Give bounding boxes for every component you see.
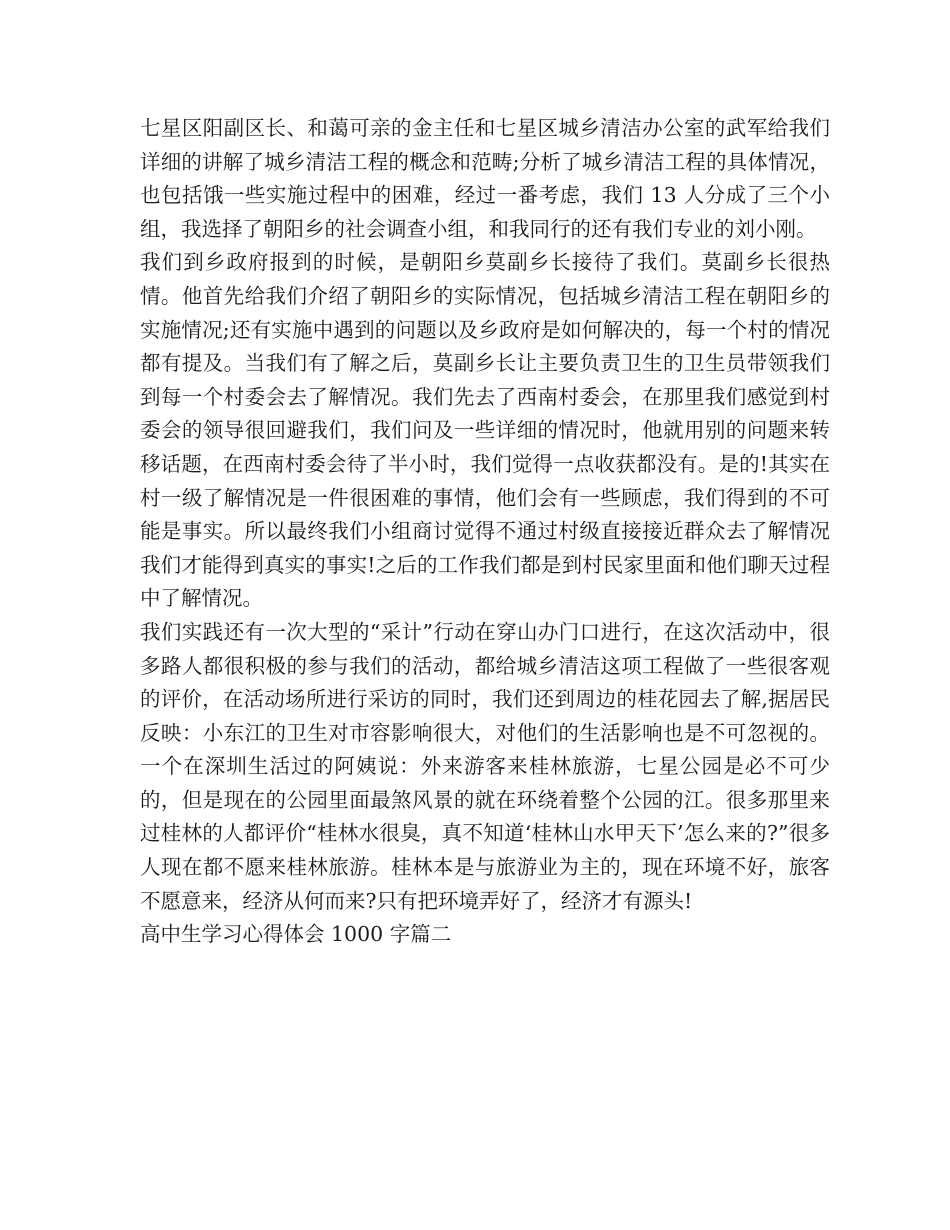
paragraph-3: 我们实践还有一次大型的“采计”行动在穿山办门口进行，在这次活动中，很多路人都很积极的参与我们的活动，都给城乡清洁这项工程做了一些很客观的评价，在活动场所进行采访的同时，我们还到周边的桂花园去了解,据居民反映：小东江的卫生对市容影响很大，对他们的生活影响也是不可忽视的。一个在深圳生活过的阿姨说：外来游客来桂林旅游，七星公园是必不可少的，但是现在的公园里面最煞风景的就在环绕着整个公园的江。很多那里来过桂林的人都评价“桂林水很臭，真不知道‘桂林山水甲天下’怎么来的?”很多人现在都不愿来桂林旅游。桂林本是与旅游业为主的，现在环境不好，旅客不愿意来，经济从何而来?只有把环境弄好了，经济才有源头! xyxy=(140,619,830,913)
section-heading: 高中生学习心得体会 1000 字篇二 xyxy=(140,922,452,947)
paragraph-2: 我们到乡政府报到的时候，是朝阳乡莫副乡长接待了我们。莫副乡长很热情。他首先给我们介绍了朝阳乡的实际情况，包括城乡清洁工程在朝阳乡的实施情况;还有实施中遇到的问题以及乡政府是如何解决的，每一个村的情况都有提及。当我们有了解之后，莫副乡长让主要负责卫生的卫生员带领我们到每一个村委会去了解情况。我们先去了西南村委会，在那里我们感觉到村委会的领导很回避我们，我们问及一些详细的情况时，他就用别的问题来转移话题，在西南村委会待了半小时，我们觉得一点收获都没有。是的!其实在村一级了解情况是一件很困难的事情，他们会有一些顾虑，我们得到的不可能是事实。所以最终我们小组商讨觉得不通过村级直接接近群众去了解情况我们才能得到真实的事实!之后的工作我们都是到村民家里面和他们聊天过程中了解情况。 xyxy=(140,250,830,611)
document-body xyxy=(140,112,830,952)
paragraph-1: 七星区阳副区长、和蔼可亲的金主任和七星区城乡清洁办公室的武军给我们详细的讲解了城乡清洁工程的概念和范畴;分析了城乡清洁工程的具体情况，也包括饿一些实施过程中的困难，经过一番考虑，我们 13 人分成了三个小组，我选择了朝阳乡的社会调查小组，和我同行的还有我们专业的刘小刚。 xyxy=(140,116,830,241)
